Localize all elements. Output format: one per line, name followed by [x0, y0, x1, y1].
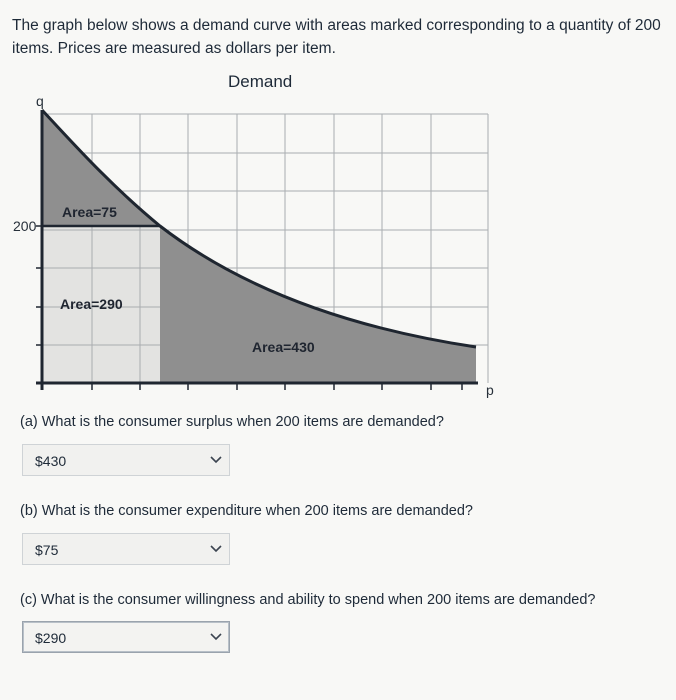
x-axis-label: p [486, 382, 494, 398]
answer-select-b[interactable] [22, 533, 230, 565]
answer-select-c-value: $290 [35, 630, 67, 646]
graph-title: Demand [228, 72, 293, 91]
chevron-down-icon [209, 543, 223, 555]
question-c: (c) What is the consumer willingness and ability to spend when 200 items are demanded? [20, 592, 596, 608]
answer-select-a[interactable] [22, 444, 230, 476]
area-label-expenditure: Area=290 [60, 296, 123, 312]
question-a: (a) What is the consumer surplus when 200 items are demanded? [20, 414, 444, 430]
area-label-remaining: Area=430 [252, 339, 315, 355]
problem-intro: The graph below shows a demand curve with areas marked corresponding to a quantity of 200 items. Prices are measured as dollars per item. [12, 17, 661, 57]
answer-select-a-value: $430 [35, 453, 67, 469]
question-b: (b) What is the consumer expenditure when 200 items are demanded? [20, 503, 473, 519]
answer-select-c[interactable] [22, 621, 230, 653]
area-label-surplus: Area=75 [62, 204, 117, 220]
answer-select-b-value: $75 [35, 542, 59, 558]
y-axis-label: q [36, 93, 44, 109]
demand-graph [0, 90, 520, 400]
region-remaining [160, 226, 476, 383]
chevron-down-icon [209, 454, 223, 466]
chevron-down-icon [209, 631, 223, 643]
y-tick-label-200: 200 [13, 218, 37, 234]
